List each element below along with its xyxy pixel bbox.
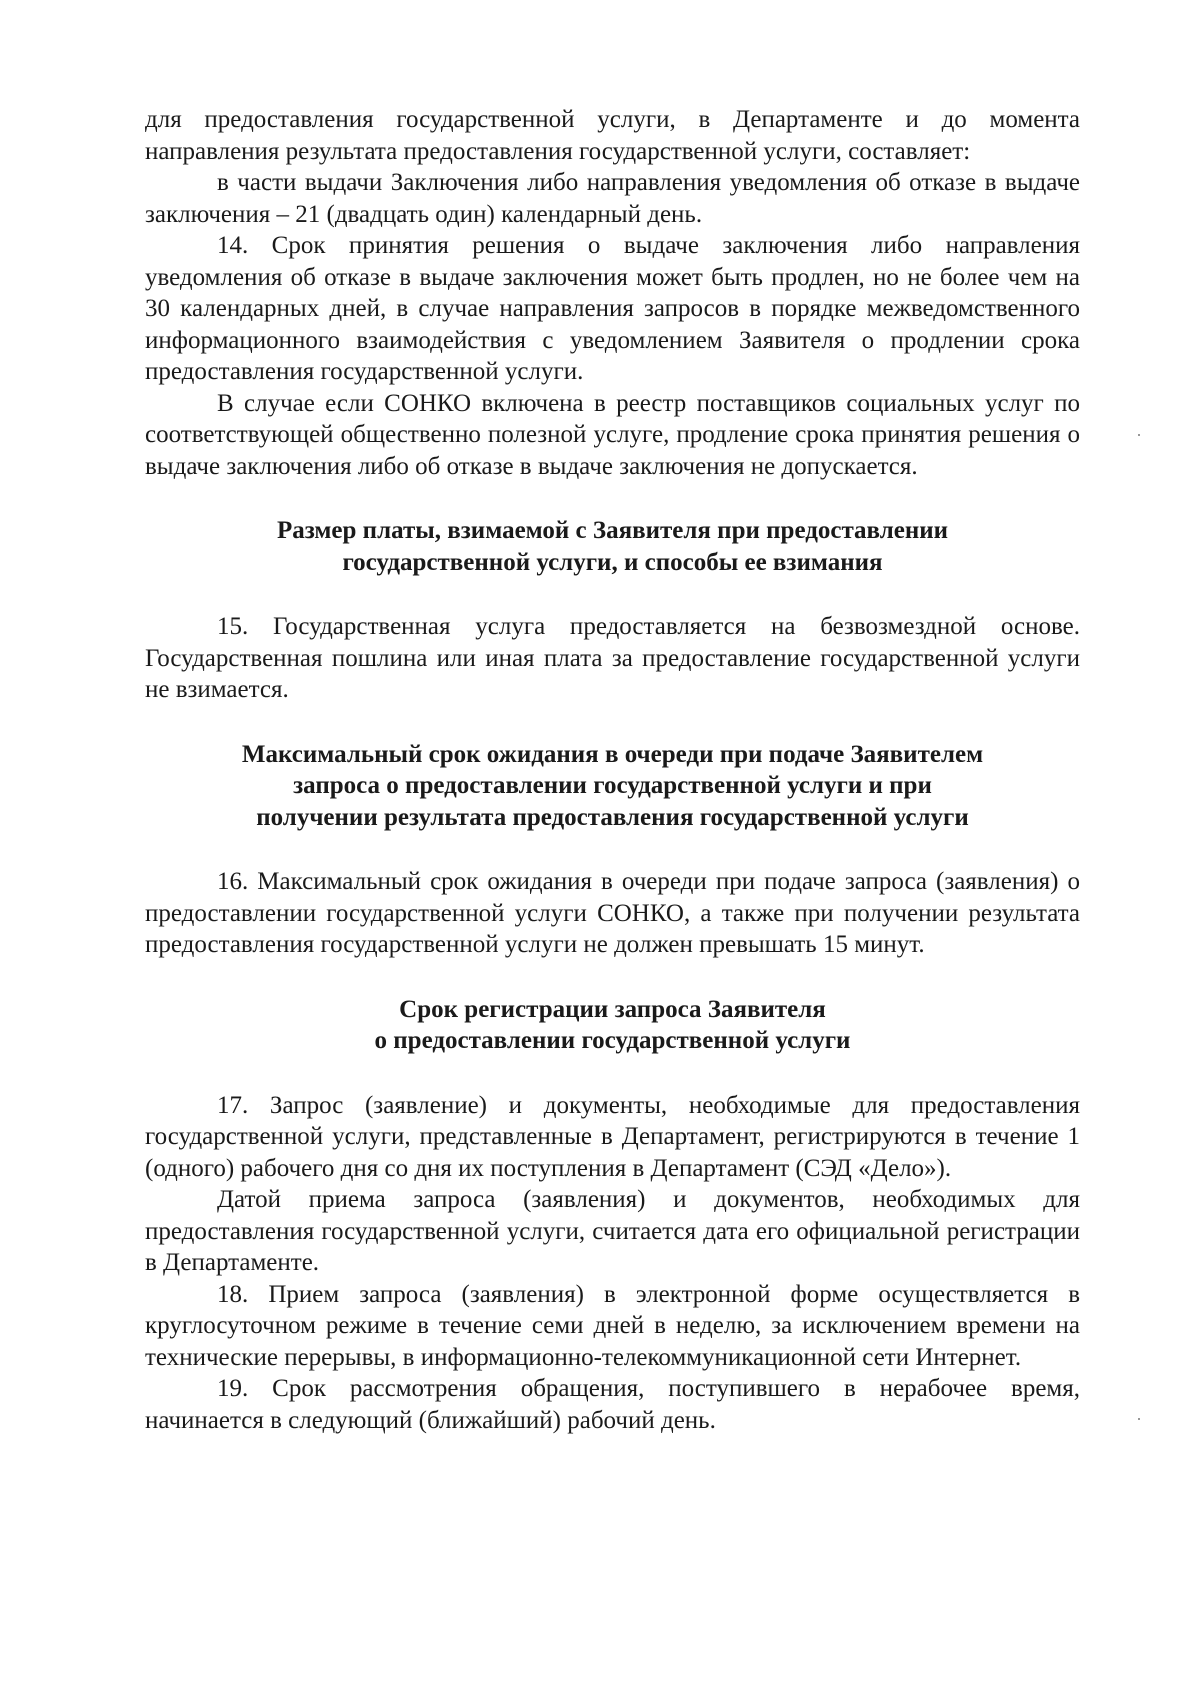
paragraph-15: 15. Государственная услуга предоставляется на безвозмездной основе. Государственная пошлина или иная плата за предоставление государственной услуги не взимается. [145, 613, 1080, 703]
spacer [145, 482, 1080, 515]
spacer [145, 706, 1080, 739]
heading-line: Максимальный срок ожидания в очереди при подаче Заявителем [241, 740, 984, 768]
scan-speck [1138, 1418, 1140, 1420]
section-heading-registration [145, 994, 1080, 1057]
paragraph-14: 14. Срок принятия решения о выдаче заключения либо направления уведомления об отказе в выдаче заключения может быть продлен, но не более чем на 30 календарных дней, в случае направления запросов в порядке межведомственного информационного взаимодействия с уведомлением Заявителя о продлении срока предоставления государственной услуги. [145, 232, 1080, 385]
paragraph-16: 16. Максимальный срок ожидания в очереди при подаче запроса (заявления) о предоставлении государственной услуги СОНКО, а также при получении результата предоставления государственной услуги не должен превышать 15 минут. [145, 868, 1080, 958]
heading-line: Размер платы, взимаемой с Заявителя при предоставлении [276, 517, 949, 544]
paragraph-14-exception: В случае если СОНКО включена в реестр поставщиков социальных услуг по соответствующей общественно полезной услуге, продление срока принятия решения о выдаче заключения либо об отказе в выдаче заключения не допускается. [145, 389, 1080, 480]
paragraph-13-continuation: для предоставления государственной услуги, в Департаменте и до момента направления результата предоставления государственной услуги, составляет: [145, 106, 1080, 165]
paragraph-17: 17. Запрос (заявление) и документы, необходимые для предоставления государственной услуги, представленные в Департамент, регистрируются в течение 1 (одного) рабочего дня со дня их поступления в Департамент (СЭД «Дело»). [145, 1091, 1080, 1182]
heading-line: государственной услуги, и способы ее взимания [342, 548, 883, 576]
paragraph-17-acceptance-date: Датой приема запроса (заявления) и документов, необходимых для предоставления государственной услуги, считается дата его официальной регистрации в Департаменте. [145, 1186, 1080, 1276]
heading-line: Срок регистрации запроса Заявителя [399, 995, 826, 1023]
spacer [145, 961, 1080, 994]
spacer [145, 1057, 1080, 1090]
section-heading-fee [145, 515, 1080, 578]
spacer [145, 833, 1080, 866]
heading-line: запроса о предоставлении государственной услуги и при [293, 772, 932, 799]
paragraph-13-detail: в части выдачи Заключения либо направления уведомления об отказе в выдаче заключения – 21 (двадцать один) календарный день. [145, 169, 1080, 228]
paragraph-18: 18. Прием запроса (заявления) в электронной форме осуществляется в круглосуточном режиме в течение семи дней в неделю, за исключением времени на технические перерывы, в информационно-телекоммуникационной сети Интернет. [145, 1280, 1080, 1371]
document-page [145, 104, 1080, 1436]
scan-speck [1138, 434, 1140, 436]
paragraph-19: 19. Срок рассмотрения обращения, поступившего в нерабочее время, начинается в следующий (ближайший) рабочий день. [145, 1375, 1080, 1434]
heading-line: получении результата предоставления государственной услуги [256, 803, 969, 831]
heading-line: о предоставлении государственной услуги [374, 1027, 851, 1054]
section-heading-queue [145, 739, 1080, 834]
spacer [145, 578, 1080, 611]
